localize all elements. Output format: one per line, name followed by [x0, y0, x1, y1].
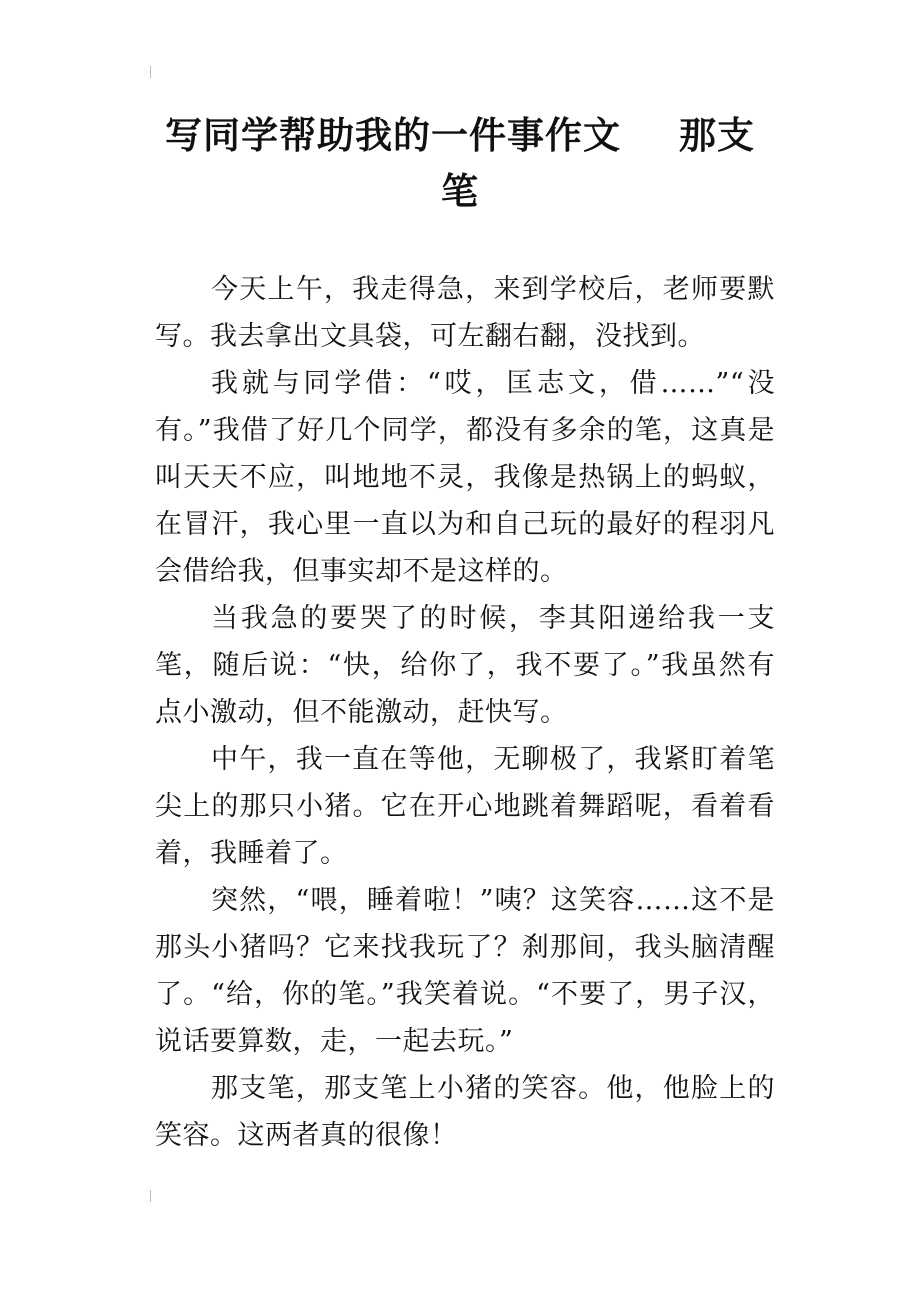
paragraph-3: 当我急的要哭了的时候，李其阳递给我一支笔，随后说：“快，给你了，我不要了。”我虽然有点小激动，但不能激动，赶快写。: [155, 603, 775, 728]
title-main: 写同学帮助我的一件事作文: [165, 114, 621, 157]
paragraph-5: 突然，“喂，睡着啦！”咦？这笑容……这不是那头小猪吗？它来找我玩了？刹那间，我头脑清醒了。“给，你的笔。”我笑着说。“不要了，男子汉，说话要算数，走，一起去玩。”: [155, 885, 775, 1057]
corner-mark-top: [150, 66, 157, 78]
paragraph-4: 中午，我一直在等他，无聊极了，我紧盯着笔尖上的那只小猪。它在开心地跳着舞蹈呢，看着看着，我睡着了。: [155, 744, 775, 869]
title-sub: 那支笔: [441, 114, 755, 213]
article-body: [155, 266, 775, 1159]
paragraph-6: 那支笔，那支笔上小猪的笑容。他，他脸上的笑容。这两者真的很像！: [155, 1073, 775, 1151]
page-title: [150, 108, 770, 220]
paragraph-1: 今天上午，我走得急，来到学校后，老师要默写。我去拿出文具袋，可左翻右翻，没找到。: [155, 274, 775, 352]
paragraph-2: 我就与同学借：“哎，匡志文，借……”“没有。”我借了好几个同学，都没有多余的笔，这真是叫天天不应，叫地地不灵，我像是热锅上的蚂蚁，在冒汗，我心里一直以为和自己玩的最好的程羽凡会借给我，但事实却不是这样的。: [155, 368, 775, 587]
corner-mark-bottom: [150, 1190, 157, 1202]
